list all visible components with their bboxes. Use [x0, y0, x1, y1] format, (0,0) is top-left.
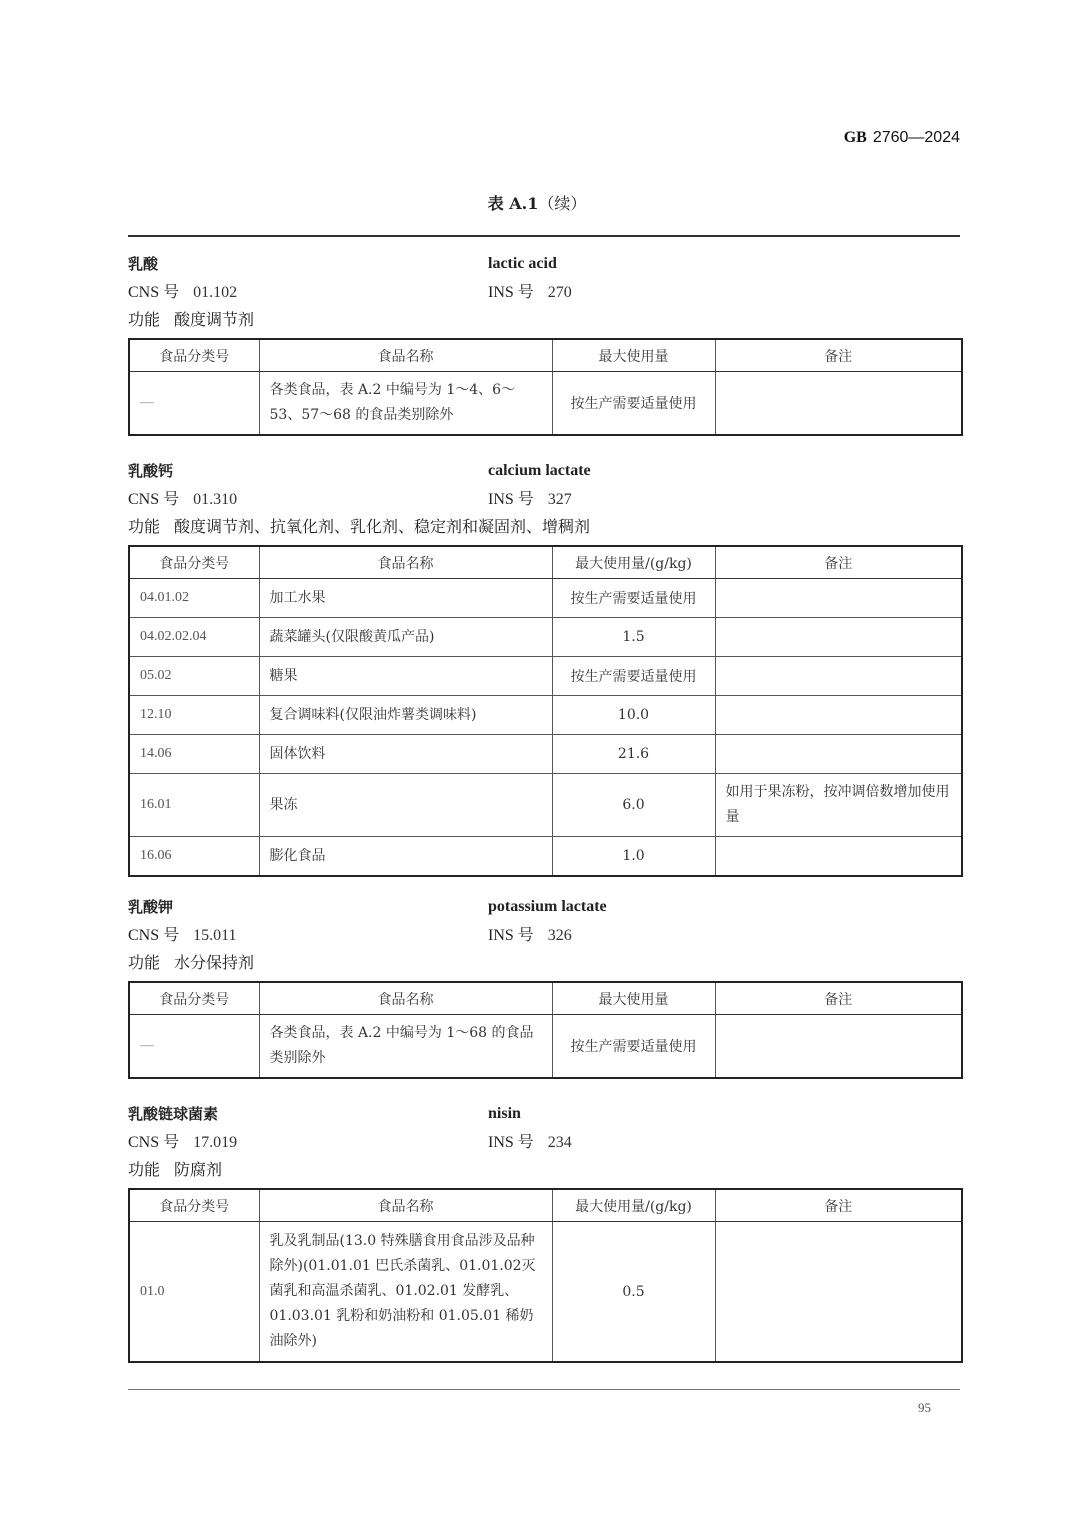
column-header-remark: 备注 [715, 982, 962, 1015]
cell-code: 12.10 [129, 696, 259, 735]
function-label: 功能 [128, 1162, 161, 1179]
column-header-remark: 备注 [715, 546, 962, 579]
cell-food-name: 复合调味料(仅限油炸薯类调味料) [259, 696, 552, 735]
table-header-row [129, 546, 962, 579]
cell-remark [715, 657, 962, 696]
additive-name-en: lactic acid [488, 255, 557, 272]
cell-food-name: 固体饮料 [259, 735, 552, 774]
cell-max-usage: 21.6 [552, 735, 715, 774]
cell-max-usage: 1.0 [552, 837, 715, 877]
cns-value: 01.310 [193, 491, 238, 508]
column-header-code: 食品分类号 [129, 546, 259, 579]
cell-code: 14.06 [129, 735, 259, 774]
cns-label: CNS 号 [128, 927, 180, 944]
table-row [129, 696, 962, 735]
table-row [129, 837, 962, 877]
table-row [129, 774, 962, 837]
cell-max-usage: 按生产需要适量使用 [552, 1015, 715, 1079]
table-title-suffix: （续） [538, 194, 587, 213]
function-label: 功能 [128, 519, 161, 536]
cell-max-usage: 0.5 [552, 1222, 715, 1363]
table-header-row [129, 1189, 962, 1222]
column-header-food-name: 食品名称 [259, 982, 552, 1015]
cell-remark [715, 372, 962, 436]
table-title-label: 表 A.1 [487, 194, 539, 213]
ins-value: 234 [547, 1134, 572, 1151]
table-row [129, 1222, 962, 1363]
additive-name-cn: 乳酸 [128, 255, 159, 273]
cell-food-name: 果冻 [259, 774, 552, 837]
cell-max-usage: 按生产需要适量使用 [552, 372, 715, 436]
cns-value: 15.011 [193, 927, 237, 944]
table-header-row [129, 339, 962, 372]
column-header-code: 食品分类号 [129, 982, 259, 1015]
cell-food-name: 加工水果 [259, 579, 552, 618]
page-number: 95 [918, 1400, 931, 1415]
cell-food-name: 糖果 [259, 657, 552, 696]
standard-prefix: GB [843, 129, 867, 146]
table-title [0, 191, 1074, 214]
cell-remark [715, 1015, 962, 1079]
cell-remark [715, 1222, 962, 1363]
cell-remark [715, 735, 962, 774]
cell-food-name: 乳及乳制品(13.0 特殊膳食用食品涉及品种除外)(01.01.01 巴氏杀菌乳、01.01.02灭菌乳和高温杀菌乳、01.02.01 发酵乳、01.03.01 乳粉和奶油粉和 01.05.01 稀奶油除外) [259, 1222, 552, 1363]
cell-food-name: 各类食品，表 A.2 中编号为 1～4、6～53、57～68 的食品类别除外 [259, 372, 552, 436]
standard-number: 2760—2024 [872, 129, 960, 146]
cell-max-usage: 6.0 [552, 774, 715, 837]
table-row [129, 735, 962, 774]
column-header-max-usage: 最大使用量/(g/kg) [552, 546, 715, 579]
cell-remark [715, 579, 962, 618]
table-header-row [129, 982, 962, 1015]
additive-entry [128, 457, 961, 877]
column-header-max-usage: 最大使用量 [552, 982, 715, 1015]
ins-label: INS 号 [488, 284, 534, 301]
column-header-food-name: 食品名称 [259, 546, 552, 579]
column-header-food-name: 食品名称 [259, 1189, 552, 1222]
cell-remark: 如用于果冻粉，按冲调倍数增加使用量 [715, 774, 962, 837]
cell-code: — [129, 372, 259, 436]
cell-max-usage: 1.5 [552, 618, 715, 657]
ins-value: 326 [547, 927, 572, 944]
additive-entry [128, 1100, 961, 1363]
additive-name-cn: 乳酸链球菌素 [128, 1105, 219, 1123]
table-row [129, 1015, 962, 1079]
cell-code: 16.01 [129, 774, 259, 837]
top-rule [128, 235, 960, 237]
additive-entry [128, 250, 961, 436]
column-header-food-name: 食品名称 [259, 339, 552, 372]
additive-name-en: nisin [488, 1105, 521, 1122]
table-row [129, 579, 962, 618]
cell-code: 01.0 [129, 1222, 259, 1363]
ins-value: 327 [547, 491, 572, 508]
additive-name-cn: 乳酸钙 [128, 462, 174, 480]
usage-table [128, 338, 963, 436]
additive-entry [128, 893, 961, 1079]
function-value: 防腐剂 [174, 1160, 223, 1179]
additive-name-en: calcium lactate [488, 462, 591, 479]
function-value: 水分保持剂 [174, 953, 255, 972]
ins-label: INS 号 [488, 1134, 534, 1151]
additive-name-en: potassium lactate [488, 898, 607, 915]
cns-label: CNS 号 [128, 1134, 180, 1151]
ins-label: INS 号 [488, 927, 534, 944]
cell-code: 04.02.02.04 [129, 618, 259, 657]
cell-remark [715, 618, 962, 657]
usage-table [128, 981, 963, 1079]
ins-label: INS 号 [488, 491, 534, 508]
cell-remark [715, 837, 962, 877]
cell-food-name: 蔬菜罐头(仅限酸黄瓜产品) [259, 618, 552, 657]
function-label: 功能 [128, 955, 161, 972]
cns-value: 17.019 [193, 1134, 238, 1151]
cell-code: 16.06 [129, 837, 259, 877]
function-value: 酸度调节剂 [174, 310, 255, 329]
column-header-code: 食品分类号 [129, 1189, 259, 1222]
usage-table [128, 545, 963, 877]
cns-label: CNS 号 [128, 491, 180, 508]
cell-max-usage: 按生产需要适量使用 [552, 657, 715, 696]
ins-value: 270 [547, 284, 572, 301]
cell-code: 05.02 [129, 657, 259, 696]
cell-code: — [129, 1015, 259, 1079]
cell-food-name: 各类食品，表 A.2 中编号为 1～68 的食品类别除外 [259, 1015, 552, 1079]
table-row [129, 618, 962, 657]
function-value: 酸度调节剂、抗氧化剂、乳化剂、稳定剂和凝固剂、增稠剂 [174, 517, 591, 536]
column-header-code: 食品分类号 [129, 339, 259, 372]
usage-table [128, 1188, 963, 1363]
standard-code [844, 127, 960, 147]
cns-value: 01.102 [193, 284, 238, 301]
column-header-max-usage: 最大使用量/(g/kg) [552, 1189, 715, 1222]
additive-name-cn: 乳酸钾 [128, 898, 174, 916]
table-row [129, 372, 962, 436]
table-row [129, 657, 962, 696]
footer-rule [128, 1389, 960, 1390]
column-header-remark: 备注 [715, 339, 962, 372]
cell-max-usage: 10.0 [552, 696, 715, 735]
cell-code: 04.01.02 [129, 579, 259, 618]
column-header-max-usage: 最大使用量 [552, 339, 715, 372]
cell-food-name: 膨化食品 [259, 837, 552, 877]
cell-max-usage: 按生产需要适量使用 [552, 579, 715, 618]
cns-label: CNS 号 [128, 284, 180, 301]
function-label: 功能 [128, 312, 161, 329]
cell-remark [715, 696, 962, 735]
column-header-remark: 备注 [715, 1189, 962, 1222]
